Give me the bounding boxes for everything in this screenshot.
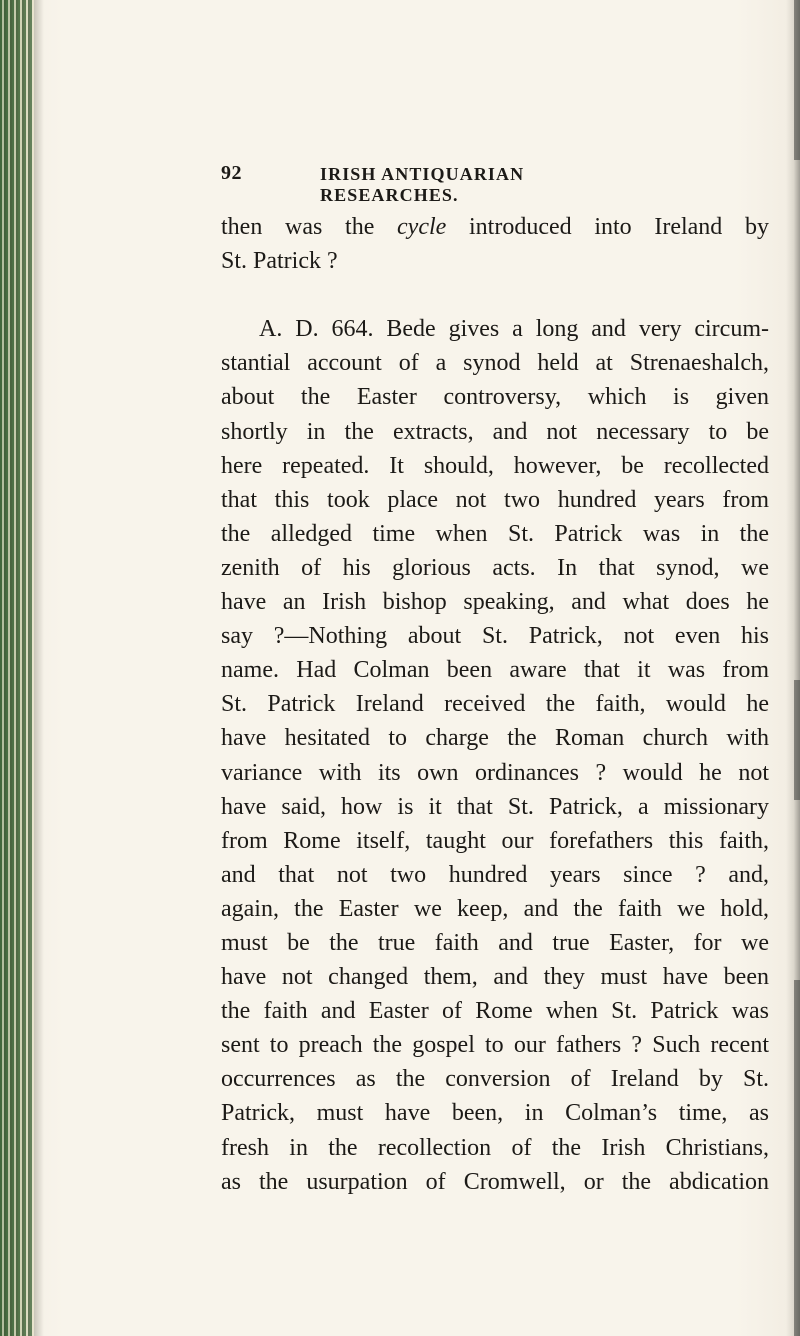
page-number: 92	[221, 162, 242, 184]
paragraph-2-line: that this took place not two hundred years from	[221, 486, 769, 513]
paragraph-2-line: fresh in the recollection of the Irish Christians,	[221, 1134, 769, 1161]
text-segment: introduced into Ireland by	[446, 214, 769, 240]
running-head: IRISH ANTIQUARIAN RESEARCHES.	[320, 164, 525, 205]
paragraph-2-line: the faith and Easter of Rome when St. Patrick was	[221, 998, 769, 1025]
paragraph-2-line: from Rome itself, taught our forefathers this faith,	[221, 827, 769, 854]
page-edge-mark	[794, 980, 800, 1336]
paragraph-1-line-2: St. Patrick ?	[221, 248, 338, 275]
paragraph-2-line: St. Patrick Ireland received the faith, would he	[221, 691, 769, 718]
paragraph-2-line: variance with its own ordinances ? would he not	[221, 759, 769, 786]
paragraph-2-line: about the Easter controversy, which is given	[221, 384, 769, 411]
italic-word: cycle	[397, 214, 447, 240]
paragraph-2-line: occurrences as the conversion of Ireland by St.	[221, 1066, 769, 1093]
paragraph-2-line: have an Irish bishop speaking, and what does he	[221, 589, 769, 616]
paragraph-2-line: and that not two hundred years since ? and,	[221, 861, 769, 888]
paragraph-2-line: the alledged time when St. Patrick was in the	[221, 520, 769, 547]
page-edge-mark	[794, 680, 800, 800]
paragraph-gap	[221, 278, 769, 312]
paragraph-2-line: name. Had Colman been aware that it was from	[221, 657, 769, 684]
paragraph-2-line: as the usurpation of Cromwell, or the abdication	[221, 1168, 769, 1195]
paragraph-2-line: zenith of his glorious acts. In that synod, we	[221, 554, 769, 581]
paragraph-2-line: say ?—Nothing about St. Patrick, not even his	[221, 623, 769, 650]
text-segment: then was the	[221, 214, 398, 240]
paragraph-2-line: again, the Easter we keep, and the faith we hold,	[221, 895, 769, 922]
paragraph-2-line: have hesitated to charge the Roman church with	[221, 725, 769, 752]
paragraph-2-line: stantial account of a synod held at Strenaeshalch,	[221, 350, 769, 377]
paragraph-2-line: have said, how is it that St. Patrick, a missionary	[221, 793, 769, 820]
paragraph-2-line: sent to preach the gospel to our fathers ? Such recent	[221, 1032, 769, 1059]
book-binding-edge	[0, 0, 34, 1336]
paragraph-1-line-1	[221, 210, 769, 244]
gutter-shadow	[34, 0, 44, 1336]
paragraph-2-line: Patrick, must have been, in Colman’s time, as	[221, 1100, 769, 1127]
page-header	[221, 162, 651, 205]
paragraph-2-line: shortly in the extracts, and not necessary to be	[221, 418, 769, 445]
page-edge-mark	[794, 0, 800, 160]
paragraph-2-line: A. D. 664. Bede gives a long and very circum-	[259, 316, 769, 343]
paragraph-2-line: must be the true faith and true Easter, for we	[221, 929, 769, 956]
paragraph-2-line: here repeated. It should, however, be recollected	[221, 452, 769, 479]
body-text	[221, 210, 769, 1199]
paragraph-2-line: have not changed them, and they must have been	[221, 964, 769, 991]
